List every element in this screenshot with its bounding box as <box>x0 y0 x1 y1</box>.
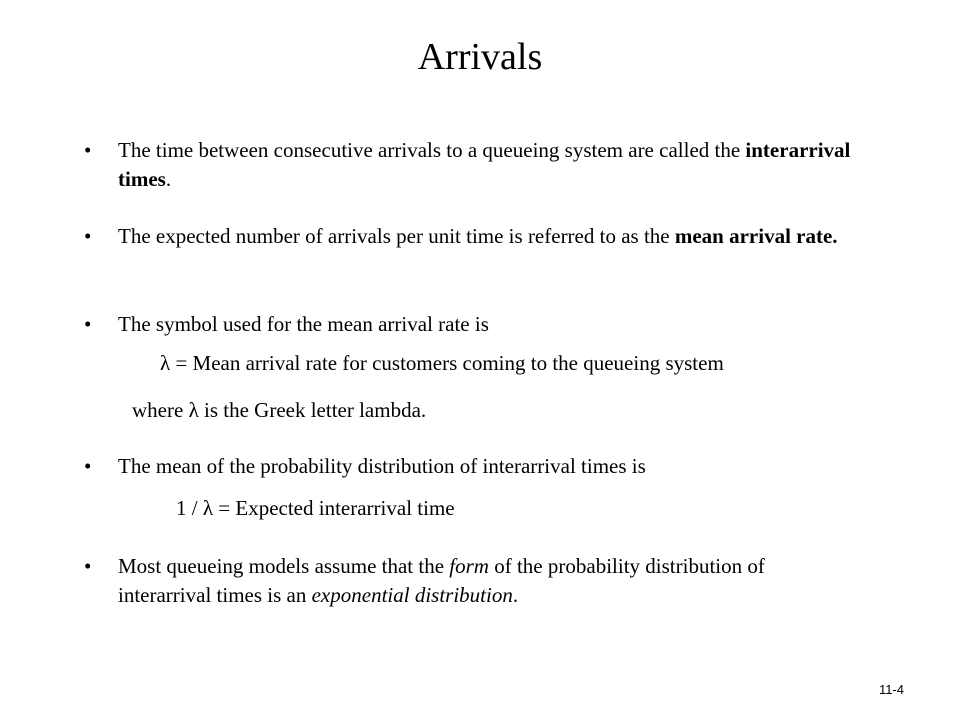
bullet-icon: • <box>84 454 92 478</box>
term-exponential-distribution: exponential distribution <box>311 583 513 607</box>
bullet-icon: • <box>84 554 92 578</box>
lambda-symbol: λ <box>188 398 199 422</box>
bullet-text: The time between consecutive arrivals to a queueing system are called the interarrival times. <box>118 138 851 191</box>
bullet-icon: • <box>84 224 92 248</box>
lambda-explanation: where λ is the Greek letter lambda. <box>132 398 427 422</box>
bullet-icon: • <box>84 138 92 162</box>
term-mean-arrival-rate: mean arrival rate. <box>674 224 838 248</box>
bullet-text: Most queueing models assume that the form of the probability distribution of interarrival times is an exponential distribution. <box>118 554 765 607</box>
lambda-symbol: λ <box>202 496 214 520</box>
bullet-text: The symbol used for the mean arrival rate is <box>118 312 489 336</box>
lambda-symbol: λ <box>160 351 171 375</box>
term-interarrival-times: interarrival times <box>118 138 851 191</box>
slide-number: 11-4 <box>878 682 904 697</box>
lambda-definition: λ = Mean arrival rate for customers coming to the queueing system <box>160 351 724 375</box>
expected-interarrival-formula: 1 / λ = Expected interarrival time <box>176 496 455 520</box>
term-form: form <box>449 554 489 578</box>
bullet-icon: • <box>84 312 92 336</box>
bullet-text: The expected number of arrivals per unit time is referred to as the mean arrival rate. <box>118 224 838 248</box>
bullet-text: The mean of the probability distribution of interarrival times is <box>118 454 646 478</box>
slide-title: Arrivals <box>417 36 543 78</box>
